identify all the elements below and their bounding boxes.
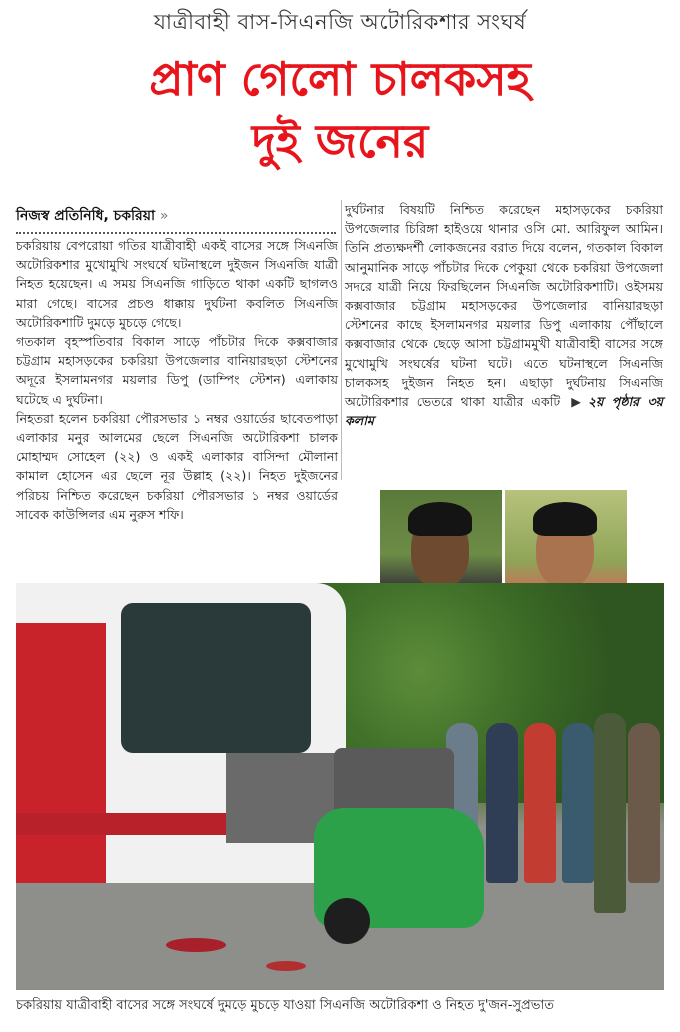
byline (16, 204, 336, 234)
photo-caption: চকরিয়ায় যাত্রীবাহী বাসের সঙ্গে সংঘর্ষে দুমড়ে মুচড়ে যাওয়া সিএনজি অটোরিকশা ও নিহত দু'জন-সুপ্রভাত (16, 998, 554, 1013)
headline-line-1: প্রাণ গেলো চালকসহ (149, 52, 531, 106)
byline-arrow: » (159, 208, 169, 224)
column-divider (341, 200, 342, 480)
jump-text: ২য় পৃষ্ঠার ৩য় কলাম (345, 394, 663, 429)
article-column-right (345, 200, 663, 430)
main-headline (0, 48, 680, 172)
kicker-headline: যাত্রীবাহী বাস-সিএনজি অটোরিকশার সংঘর্ষ (153, 10, 527, 34)
article-paragraph: চকরিয়ায় বেপরোয়া গতির যাত্রীবাহী একই বাসের সঙ্গে সিএনজি অটোরিকশার মুখোমুখি সংঘর্ষে ঘটনাস্থলে দুইজন সিএনজি যাত্রী নিহত হয়েছেন। এ সময় সিএনজি গাড়িতে থাকা একটি ছাগলও মারা গেছে। বাসের প্রচণ্ড ধাক্কায় দুর্ঘটনা কবলিত সিএনজি অটোরিকশাটি দুমড়ে মুচড়ে গেছে। (16, 238, 338, 330)
accident-scene-photo (16, 583, 664, 990)
article-paragraph: গতকাল বৃহস্পতিবার বিকাল সাড়ে পাঁচটার দিকে কক্সবাজার চট্টগ্রাম মহাসড়কের চকরিয়া উপজেলার বানিয়ারছড়া স্টেশনের অদূরে ইসলামনগর ময়লার ডিপু (ডাম্পিং স্টেশন) এলাকায় ঘটেছে এ দুর্ঘটনা। (16, 334, 338, 407)
headline-line-2: দুই জনের (251, 114, 429, 168)
byline-rule (16, 232, 336, 234)
article-column-left (16, 236, 338, 524)
cng-autorickshaw (294, 748, 494, 948)
article-paragraph: নিহতরা হলেন চকরিয়া পৌরসভার ১ নম্বর ওয়ার্ডের ছাবেতপাড়া এলাকার মনুর আলমের ছেলে সিএনজি অটোরিকশা চালক মোহাম্মদ সোহেল (২২) ও একই এলাকার বাসিন্দা মৌলানা কামাল হোসেন এর ছেলে নূর উল্লাহ (২২)। নিহত দুইজনের পরিচয় নিশ্চিত করেছেন চকরিয়া পৌরসভার ১ নম্বর ওয়ার্ডের সাবেক কাউন্সিলর এম নুরুস শফি। (16, 410, 338, 522)
article-paragraph (345, 200, 663, 430)
byline-text: নিজস্ব প্রতিনিধি, চকরিয়া (16, 208, 156, 224)
jump-arrow-icon: ▶ (571, 394, 585, 410)
article-paragraph-text: দুর্ঘটনার বিষয়টি নিশ্চিত করেছেন মহাসড়কের চকরিয়া উপজেলার চিরিঙ্গা হাইওয়ে থানার ওসি মো. আরিফুল আমিন। তিনি প্রত্যক্ষদর্শী লোকজনের বরাত দিয়ে বলেন, গতকাল বিকাল আনুমানিক সাড়ে পাঁচটার দিকে পেকুয়া থেকে চকরিয়া উপজেলা সদরে যাত্রী নিয়ে ফিরছিলেন সিএনজি অটোরিকশাটি। ওইসময় কক্সবাজার চট্টগ্রাম মহাসড়কের উপজেলার বানিয়ারছড়া স্টেশনের কাছে ইসলামনগর ময়লার ডিপু এলাকায় পৌঁছালে কক্সবাজার থেকে ছেড়ে আসা চট্টগ্রামমুখী যাত্রীবাহী বাসের সঙ্গে মুখোমুখি সংঘর্ষের ঘটনা ঘটে। এতে ঘটনাস্থলে সিএনজি চালকসহ দুইজন নিহত হন। এছাড়া দুর্ঘটনায় সিএনজি অটোরিকশার ভেতরে থাকা যাত্রীর একটি (345, 202, 663, 410)
